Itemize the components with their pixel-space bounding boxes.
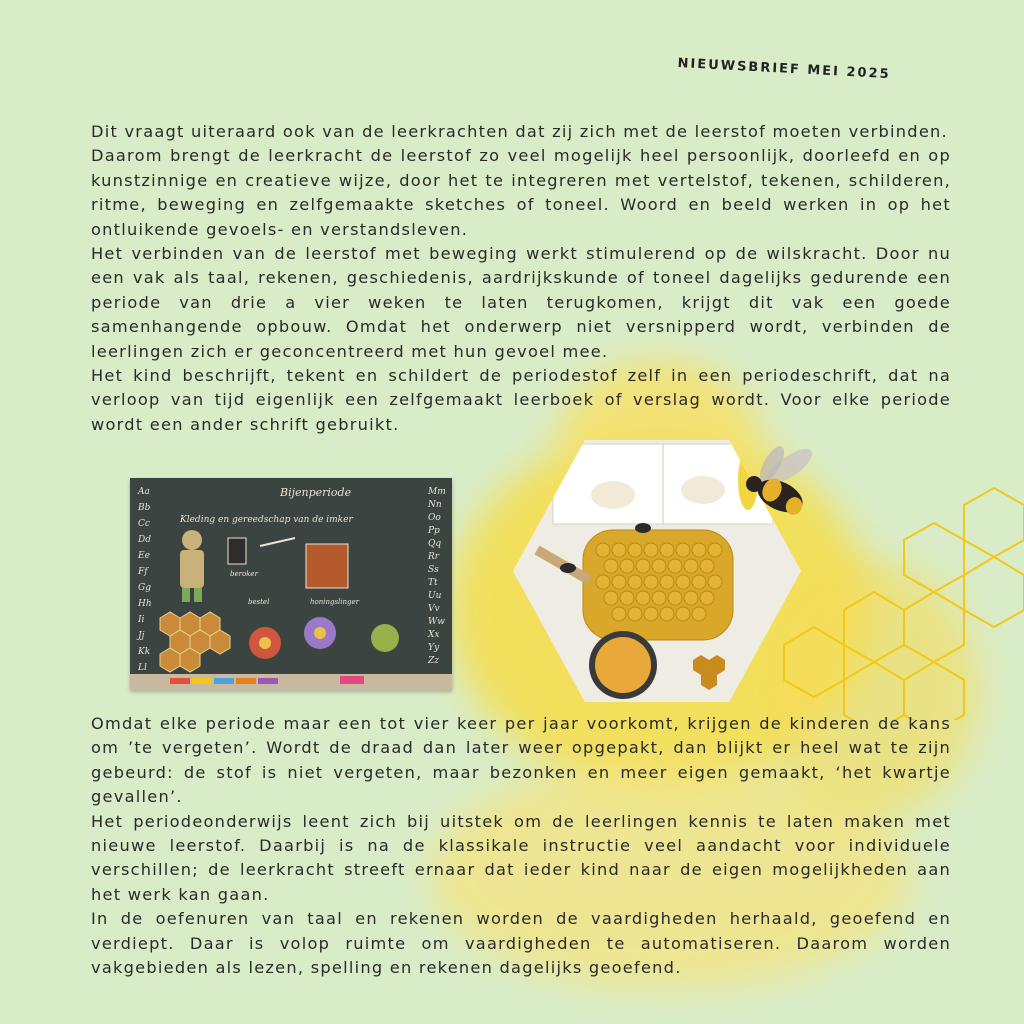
alphabet-letter: Ii [138,615,145,625]
alphabet-letter: Bb [138,503,151,513]
chalkboard-label: bestel [248,598,270,606]
bee-icon [732,438,824,530]
book-flower [591,481,635,509]
alphabet-letter: Rr [428,552,440,562]
alphabet-letter: Ss [428,565,439,575]
newsletter-header: NIEUWSBRIEF MEI 2025 [677,56,891,83]
extractor-drawing [306,544,348,588]
alphabet-letter: Mm [428,487,446,497]
alphabet-letter: Ee [138,551,150,561]
corn-kernels [595,637,651,693]
alphabet-letter: Jj [138,631,145,641]
alphabet-letter: Pp [428,526,440,536]
chalkboard-subtitle: Kleding en gereedschap van de imker [180,515,353,525]
bee-icon [635,523,651,533]
alphabet-letter: Cc [138,519,150,529]
paragraph: Het kind beschrijft, tekent en schildert de periodestof zelf in een periodeschrift, dat na verloop van tijd eigenlijk een zelfgemaakt leerboek of verslag wordt. Voor elke periode wordt een ander schrift gebruikt. [91,366,951,434]
alphabet-letter: Gg [138,583,151,593]
body-text-top [91,120,951,437]
alphabet-letter: Aa [138,487,150,497]
flower-center [259,637,271,649]
alphabet-letter: Vv [428,604,440,614]
alphabet-letter: Ff [138,567,148,577]
chalkboard-drawing [130,478,452,690]
bee-icon [560,563,576,573]
chalkboard-title: Bijenperiode [280,486,352,499]
chalkboard-label: beroker [230,570,258,578]
smoker-drawing [228,538,246,564]
paragraph: Het verbinden van de leerstof met beweging werkt stimulerend op de wilskracht. Door nu een vak als taal, rekenen, geschiedenis, aardrijkskunde of toneel dagelijks gedurende een periode van drie a vier weken te laten terugkomen, krijgt dit vak een goede samenhangende opbouw. Omdat het onderwerp niet versnipperd wordt, verbinden de leerlingen zich er geconcentreerd met hun gevoel mee. [91,244,951,361]
chalkboard-label: honingslinger [310,598,360,606]
alphabet-letter: Hh [138,599,152,609]
flower-center [314,627,326,639]
alphabet-letter: Tt [428,578,438,588]
alphabet-letter: Ww [428,617,445,627]
pasta-honeycomb [583,530,733,640]
paragraph: Daarom brengt de leerkracht de leerstof zo veel mogelijk heel persoonlijk, doorleefd en op kunstzinnige en creatieve wijze, door het te integreren met vertelstof, tekenen, schilderen, ritme, beweging en zelfgemaakte sketches of toneel. Woord en beeld werken in op het ontluikende gevoels- en verstandsleven. [91,146,951,239]
alphabet-letter: Oo [428,513,441,523]
flower-drawing [371,624,399,652]
alphabet-letter: Yy [428,643,440,653]
alphabet-letter: Zz [428,656,439,666]
alphabet-letter: Uu [428,591,442,601]
chalkboard-photo [130,478,452,690]
alphabet-letter: Ll [138,663,147,673]
paragraph: Omdat elke periode maar een tot vier keer per jaar voorkomt, krijgen de kinderen de kans om ’te vergeten’. Wordt de draad dan later weer opgepakt, dan blijkt er heel wat te zijn gebeurd: de stof is niet vergeten, maar bezonken en meer eigen gemaakt, ‘het kwartje gevallen’. [91,714,951,807]
body-text-bottom [91,712,951,980]
alphabet-letter: Xx [428,630,440,640]
alphabet-letter: Nn [428,500,442,510]
alphabet-letter: Qq [428,539,442,549]
paragraph: Dit vraagt uiteraard ook van de leerkrachten dat zij zich met de leerstof moeten verbinden. [91,122,948,141]
book-flower [681,476,725,504]
alphabet-letter: Dd [138,535,151,545]
paragraph: In de oefenuren van taal en rekenen worden de vaardigheden herhaald, geoefend en verdiept. Daar is volop ruimte om vaardigheden te automatiseren. Daarom worden vakgebieden als lezen, spelling en rekenen dagelijks geoefend. [91,909,951,978]
paragraph: Het periodeonderwijs leent zich bij uitstek om de leerlingen kennis te laten maken met nieuwe leerstof. Daarbij is na de klassikale instructie veel aandacht voor individuele verschillen; de leerkracht streeft ernaar dat ieder kind naar de eigen mogelijkheden aan het werk kan gaan. [91,811,951,904]
alphabet-letter: Kk [138,647,151,657]
